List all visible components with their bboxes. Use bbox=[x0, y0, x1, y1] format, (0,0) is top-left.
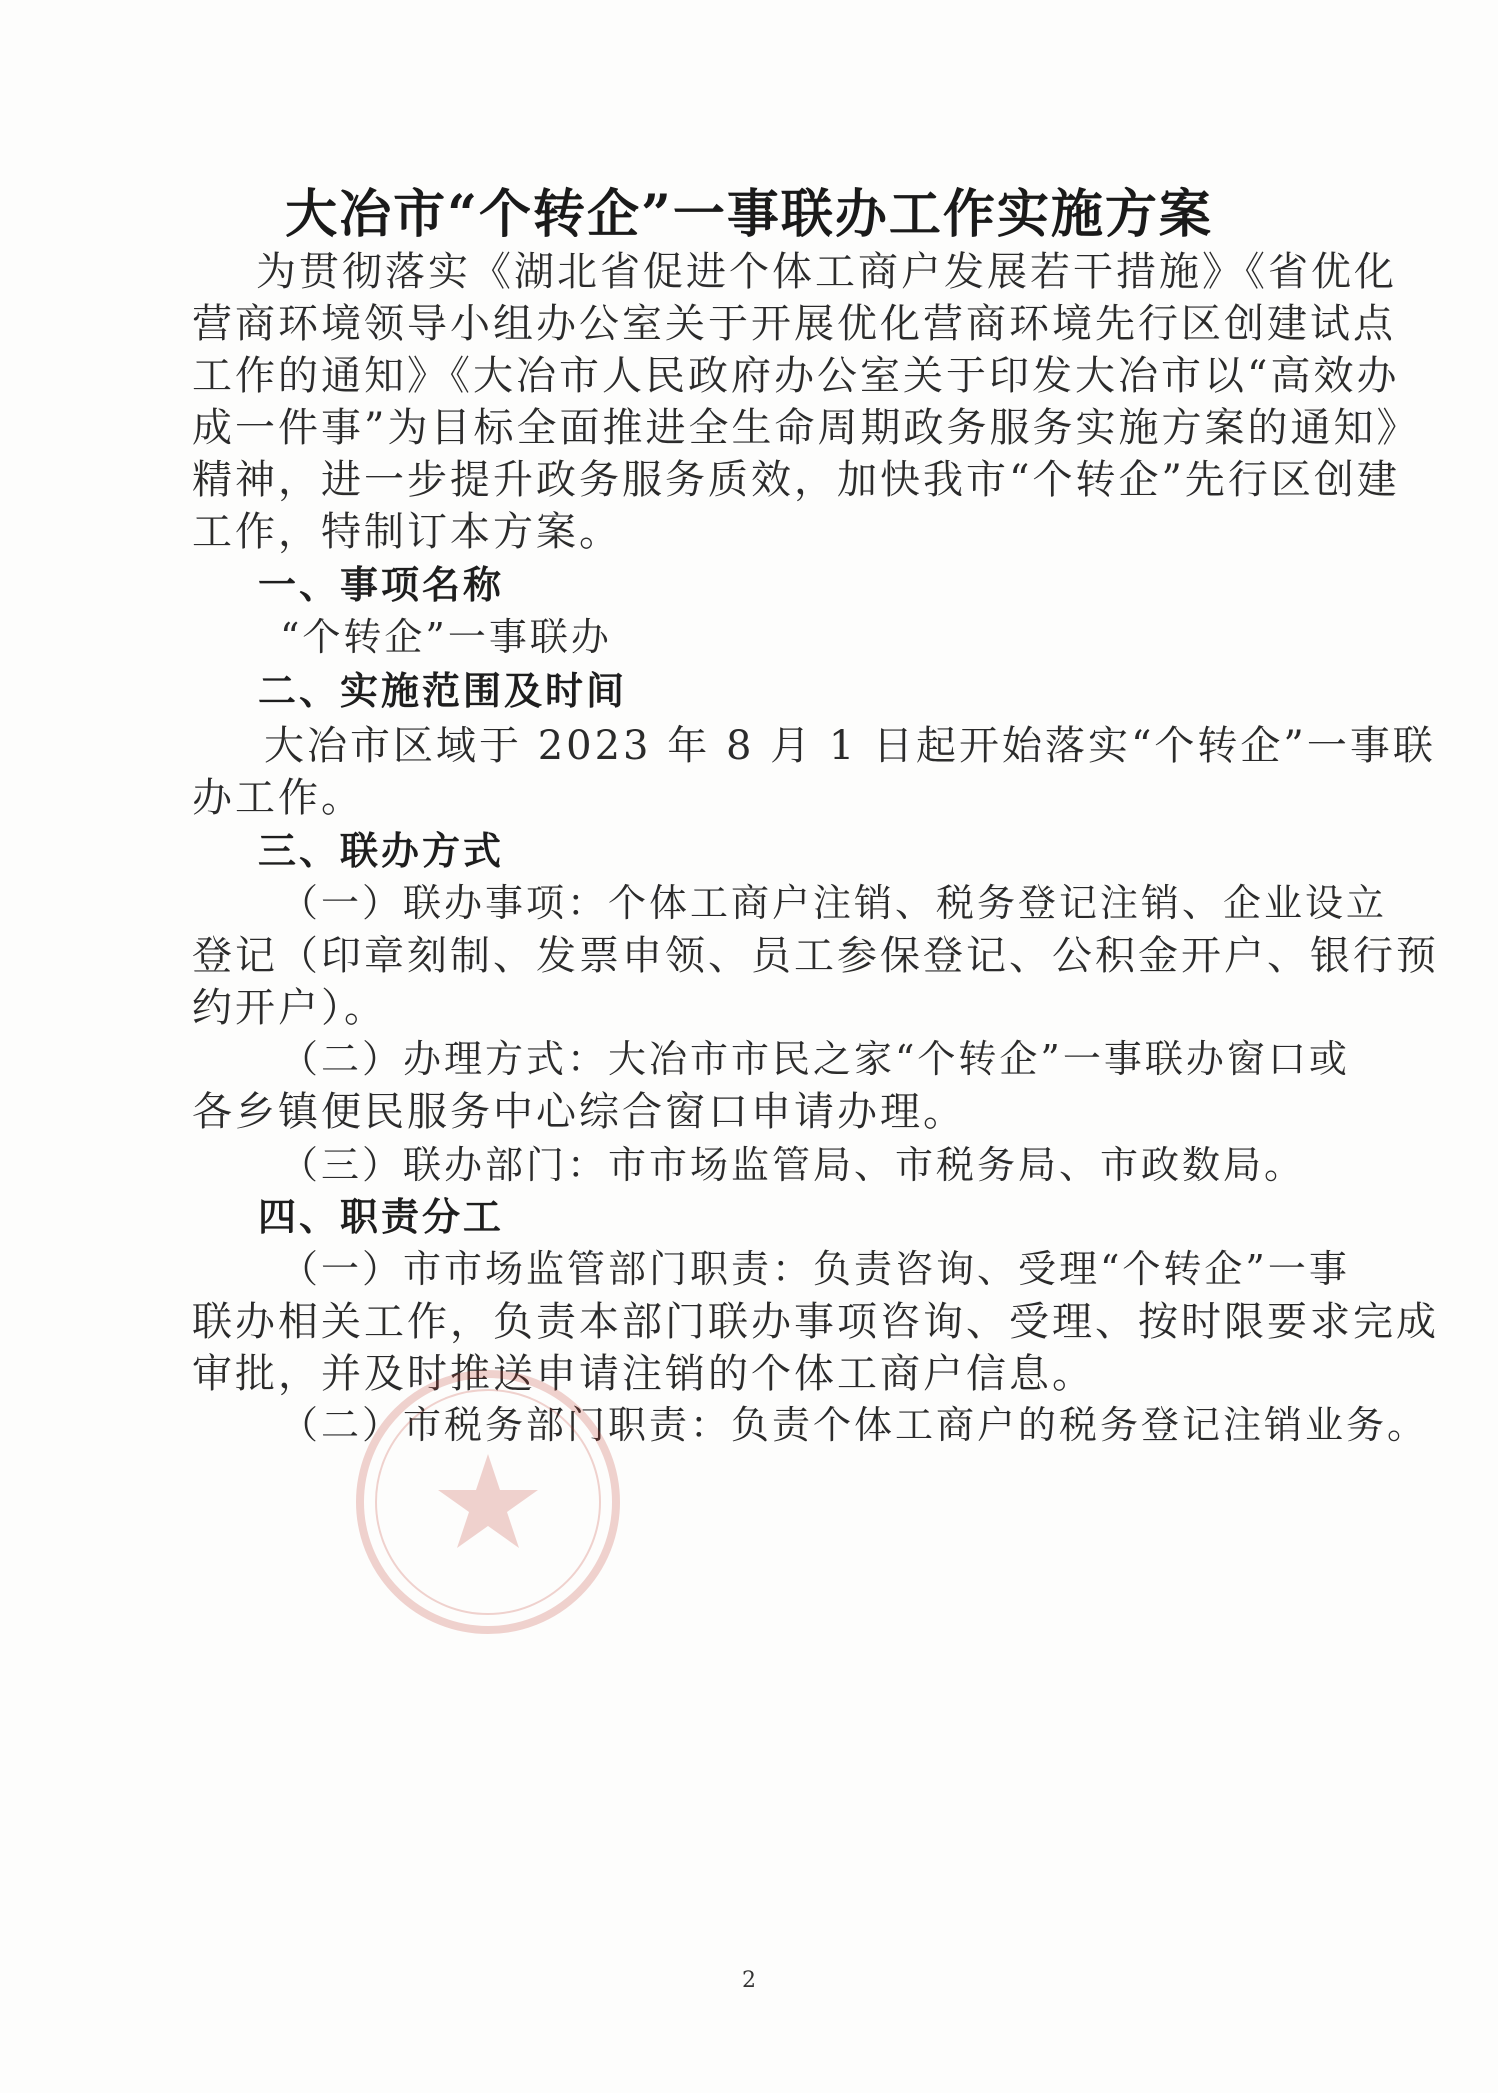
section-3-heading: 三、联办方式 bbox=[258, 829, 505, 873]
section-4-heading: 四、职责分工 bbox=[258, 1195, 505, 1239]
section-1-heading: 一、事项名称 bbox=[258, 563, 505, 607]
section-3-item-1-line-2: 登记（印章刻制、发票申领、员工参保登记、公积金开户、银行预 bbox=[192, 933, 1439, 979]
official-seal-icon bbox=[348, 1362, 628, 1642]
section-2-line-1: 大冶市区域于 2023 年 8 月 1 日起开始落实“个转企”一事联 bbox=[264, 723, 1436, 769]
intro-line-6: 工作，特制订本方案。 bbox=[192, 509, 622, 555]
section-4-item-1-line-1: （一）市市场监管部门职责：负责咨询、受理“个转企”一事 bbox=[280, 1247, 1350, 1291]
section-4-item-1-line-2: 联办相关工作，负责本部门联办事项咨询、受理、按时限要求完成 bbox=[192, 1299, 1439, 1345]
document-title: 大冶市“个转企”一事联办工作实施方案 bbox=[285, 184, 1213, 245]
section-4-item-1-line-3: 审批，并及时推送申请注销的个体工商户信息。 bbox=[192, 1351, 1095, 1397]
section-3-item-2-line-2: 各乡镇便民服务中心综合窗口申请办理。 bbox=[192, 1089, 966, 1135]
intro-line-1: 为贯彻落实《湖北省促进个体工商户发展若干措施》《省优化 bbox=[256, 249, 1397, 295]
intro-line-3: 工作的通知》《大冶市人民政府办公室关于印发大冶市以“高效办 bbox=[192, 353, 1400, 399]
section-2-heading: 二、实施范围及时间 bbox=[258, 669, 628, 713]
intro-line-5: 精神，进一步提升政务服务质效，加快我市“个转企”先行区创建 bbox=[192, 457, 1400, 503]
section-1-content: “个转企”一事联办 bbox=[280, 615, 612, 659]
section-3-item-1-line-1: （一）联办事项：个体工商户注销、税务登记注销、企业设立 bbox=[280, 881, 1388, 925]
section-2-line-2: 办工作。 bbox=[192, 775, 364, 821]
section-3-item-3-line-1: （三）联办部门：市市场监管局、市税务局、市政数局。 bbox=[280, 1143, 1306, 1187]
section-4-item-2-line-1: （二）市税务部门职责：负责个体工商户的税务登记注销业务。 bbox=[280, 1403, 1429, 1447]
section-3-item-1-line-3: 约开户）。 bbox=[192, 985, 387, 1031]
section-3-item-2-line-1: （二）办理方式：大冶市市民之家“个转企”一事联办窗口或 bbox=[280, 1037, 1350, 1081]
page-number: 2 bbox=[742, 1968, 756, 1993]
intro-line-4: 成一件事”为目标全面推进全生命周期政务服务实施方案的通知》 bbox=[192, 405, 1420, 451]
intro-line-2: 营商环境领导小组办公室关于开展优化营商环境先行区创建试点 bbox=[192, 301, 1396, 347]
